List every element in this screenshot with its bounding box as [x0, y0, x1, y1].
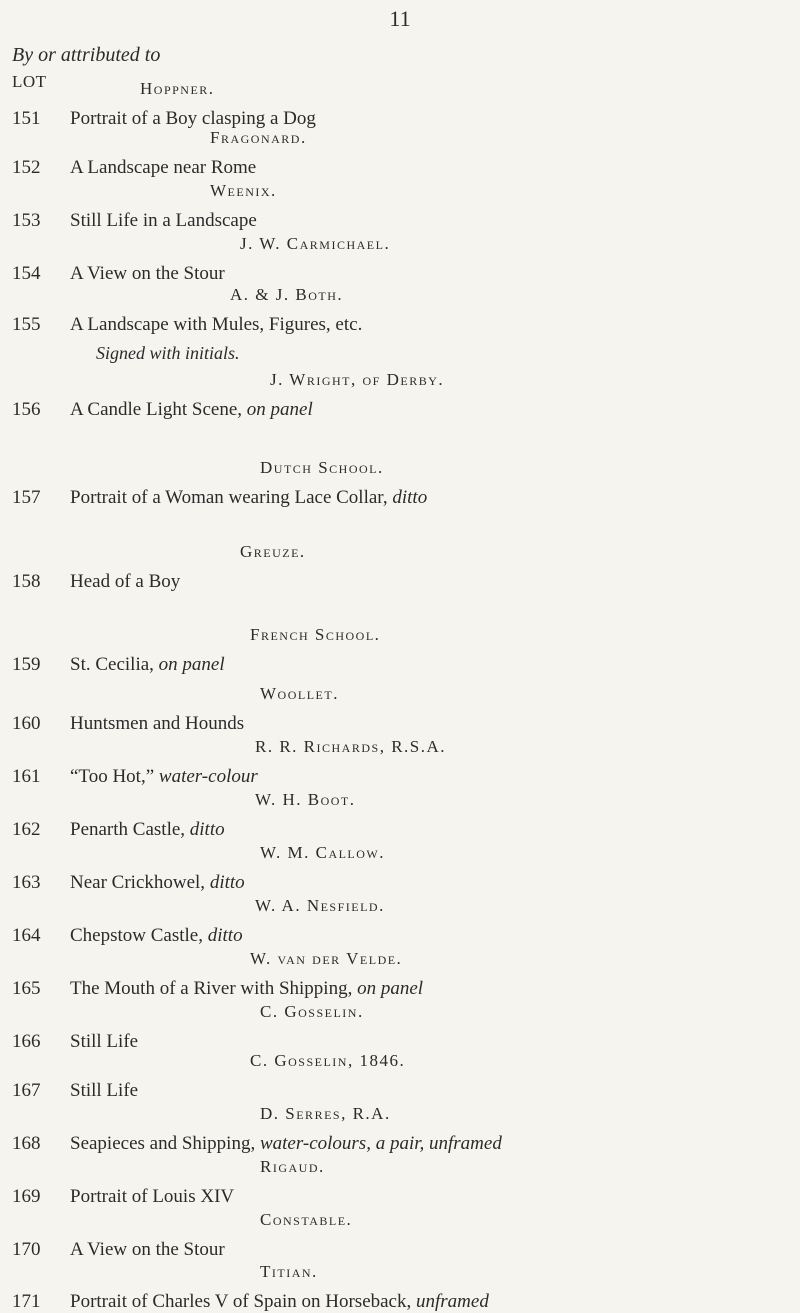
lot-medium: unframed [416, 1291, 489, 1312]
artist-name: Woollet. [260, 684, 339, 703]
lot-number: 170 [12, 1239, 41, 1260]
lot-number: 164 [12, 925, 41, 946]
artist-name: Titian. [260, 1262, 318, 1281]
lot-number: 171 [12, 1291, 41, 1312]
lot-number: 155 [12, 314, 41, 335]
lot-title-text: Huntsmen and Hounds [70, 713, 245, 734]
artist-name: C. Gosselin, 1846. [250, 1051, 406, 1070]
artist-name: C. Gosselin. [260, 1002, 364, 1021]
lot-title [70, 1239, 225, 1261]
lot-title-text: Portrait of a Boy clasping a Dog [70, 108, 316, 129]
lot-medium: ditto [392, 487, 428, 508]
lot-title [70, 1133, 502, 1155]
lot-title-text: Chepstow Castle, [70, 925, 203, 946]
artist-name: Greuze. [240, 542, 306, 561]
lot-medium: ditto [207, 925, 243, 946]
lot-title [70, 263, 225, 285]
lot-title-text: Portrait of Louis XIV [70, 1186, 235, 1207]
lot-number: 163 [12, 872, 41, 893]
lot-number: 159 [12, 654, 41, 675]
lot-medium: water-colours, a pair, unframed [259, 1133, 502, 1154]
lot-title-text: Still Life [70, 1031, 139, 1052]
lot-number: 156 [12, 399, 41, 420]
lot-title [70, 654, 225, 676]
lot-title-text: A Landscape with Mules, Figures, etc. [70, 314, 363, 335]
lot-title [70, 399, 313, 421]
lot-title [70, 108, 316, 130]
lot-title-text: A Landscape near Rome [70, 157, 257, 178]
lot-title-text: Still Life [70, 1080, 139, 1101]
lot-number: 168 [12, 1133, 41, 1154]
lot-number: 157 [12, 487, 41, 508]
lot-number: 152 [12, 157, 41, 178]
artist-name: J. Wright, of Derby. [270, 370, 445, 389]
lot-title [70, 872, 245, 894]
lot-title-text: “Too Hot,” [70, 766, 155, 787]
lot-number: 160 [12, 713, 41, 734]
lot-medium: on panel [246, 399, 313, 420]
lot-title [70, 487, 427, 509]
lot-title-text: Seapieces and Shipping, [70, 1133, 256, 1154]
artist-name: Hoppner. [140, 79, 215, 98]
lot-medium: on panel [158, 654, 225, 675]
artist-name: W. A. Nesfield. [255, 896, 385, 915]
lot-number: 158 [12, 571, 41, 592]
lot-title [70, 978, 423, 1000]
lot-title-text: Near Crickhowel, [70, 872, 206, 893]
lot-title-text: Portrait of a Woman wearing Lace Collar, [70, 487, 388, 508]
lot-title [70, 1031, 138, 1053]
lot-title [70, 571, 180, 593]
lot-title-text: Still Life in a Landscape [70, 210, 257, 231]
section-heading: By or attributed to [12, 44, 161, 66]
lot-title [70, 1080, 138, 1102]
lot-title-text: Portrait of Charles V of Spain on Horseback, [70, 1291, 412, 1312]
lot-title-text: Penarth Castle, [70, 819, 186, 840]
lot-title-text: A Candle Light Scene, [70, 399, 243, 420]
lot-title [70, 157, 256, 179]
artist-name: J. W. Carmichael. [240, 234, 391, 253]
artist-name: Dutch School. [260, 458, 384, 477]
artist-name: French School. [250, 625, 381, 644]
lot-title-text: St. Cecilia, [70, 654, 154, 675]
lot-number: 167 [12, 1080, 41, 1101]
lot-number: 169 [12, 1186, 41, 1207]
lot-note: Signed with initials. [96, 343, 240, 363]
lot-title [70, 1186, 234, 1208]
artist-name: Constable. [260, 1210, 353, 1229]
artist-name: Weenix. [210, 181, 277, 200]
lot-column-label: LOT [12, 72, 47, 91]
artist-name: W. H. Boot. [255, 790, 356, 809]
lot-title-text: Head of a Boy [70, 571, 181, 592]
lot-medium: water-colour [158, 766, 258, 787]
artist-name: Fragonard. [210, 128, 307, 147]
lot-medium: ditto [189, 819, 225, 840]
lot-title [70, 713, 244, 735]
lot-title [70, 766, 258, 788]
lot-title-text: A View on the Stour [70, 1239, 225, 1260]
lot-title [70, 925, 243, 947]
artist-name: W. van der Velde. [250, 949, 403, 968]
lot-title [70, 1291, 489, 1313]
artist-name: W. M. Callow. [260, 843, 386, 862]
artist-name: Rigaud. [260, 1157, 325, 1176]
lot-medium: ditto [209, 872, 245, 893]
artist-name: R. R. Richards, R.S.A. [255, 737, 447, 756]
lot-number: 165 [12, 978, 41, 999]
lot-title [70, 314, 362, 336]
lot-title-text: A View on the Stour [70, 263, 225, 284]
lot-number: 154 [12, 263, 41, 284]
lot-number: 166 [12, 1031, 41, 1052]
lot-medium: on panel [357, 978, 424, 999]
lot-number: 153 [12, 210, 41, 231]
lot-title [70, 210, 257, 232]
lot-title-text: The Mouth of a River with Shipping, [70, 978, 353, 999]
artist-name: D. Serres, R.A. [260, 1104, 391, 1123]
lot-number: 151 [12, 108, 41, 129]
lot-number: 161 [12, 766, 41, 787]
page-number: 11 [389, 6, 411, 31]
lot-number: 162 [12, 819, 41, 840]
lot-title [70, 819, 225, 841]
artist-name: A. & J. Both. [230, 285, 344, 304]
